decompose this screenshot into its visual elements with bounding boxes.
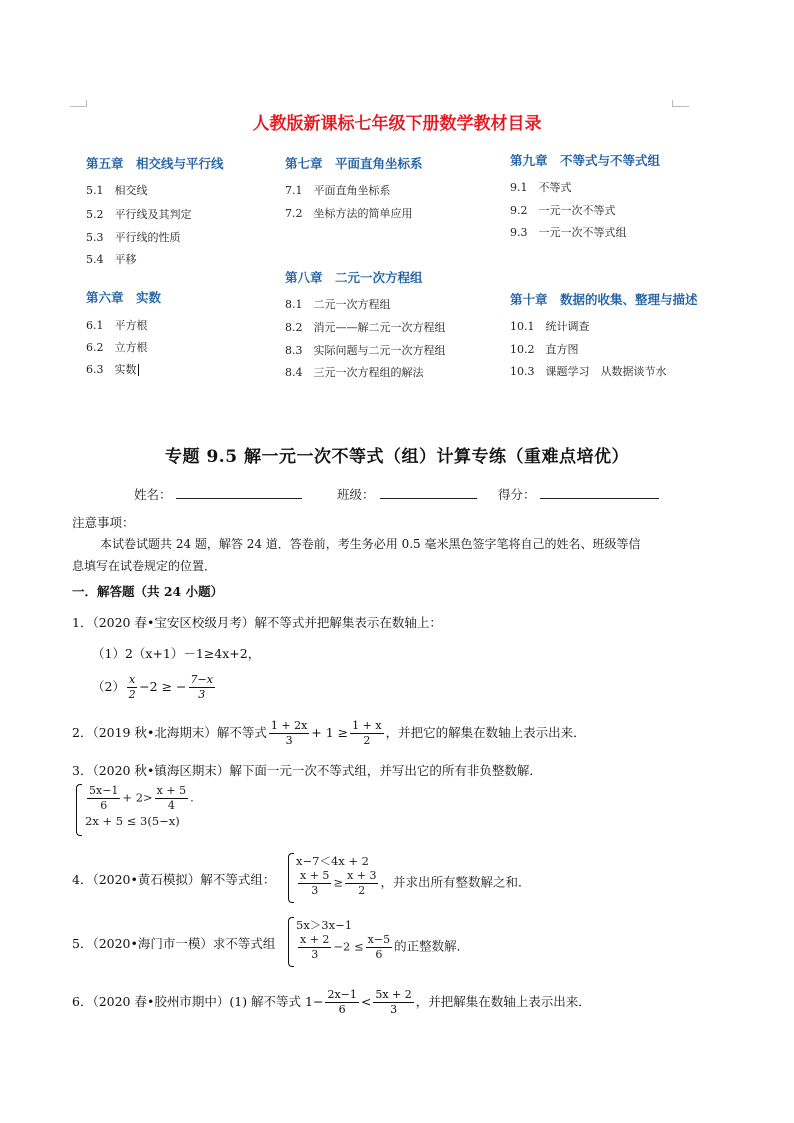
chapter-heading: 第五章 相交线与平行线: [86, 156, 224, 171]
class-field[interactable]: [380, 498, 477, 499]
question-3: 3．（2020 秋•镇海区期末）解下面一元一次不等式组，并写出它的所有非负整数解．: [72, 763, 542, 778]
question-4-system: x−7＜4x + 2 $\frac{x + 5}{3}$ ≥ $\frac{x + 3}{2}$ ，并求出所有整数解之和．: [288, 853, 531, 903]
section-item: 10.2 直方图: [510, 343, 579, 356]
section-item: 6.1 平方根: [86, 319, 148, 332]
name-field[interactable]: [176, 498, 302, 499]
section-item: 6.3 实数: [86, 363, 137, 376]
section-item: 10.1 统计调查: [510, 320, 590, 333]
chapter-heading: 第七章 平面直角坐标系: [285, 156, 423, 171]
notice-heading: 注意事项：: [72, 515, 135, 530]
brace-icon: [76, 784, 82, 836]
brace-icon: [288, 853, 294, 903]
question-5-lead: 5．（2020•海门市一模）求不等式组: [72, 936, 276, 951]
section-item: 10.3 课题学习 从数据谈节水: [510, 365, 667, 378]
section-item: 5.2 平行线及其判定: [86, 208, 192, 221]
section-heading: 一．解答题（共 24 小题）: [72, 584, 224, 599]
section-item: 9.1 不等式: [510, 181, 572, 194]
section-item: 8.2 消元——解二元一次方程组: [285, 321, 446, 334]
question-5-system: 5x＞3x−1 $\frac{x + 2}{3}$ −2 ≤ $\frac{x-5}{6}$ 的正整数解．: [288, 917, 469, 967]
section-item: 7.1 平面直角坐标系: [285, 184, 391, 197]
chapter-heading: 第六章 实数: [86, 290, 162, 305]
notice-text: 息填写在试卷规定的位置．: [72, 559, 217, 573]
question-1-part-2: （2） $\frac{x}{2}$ −2 ≥ − $\frac{7-x}{3}$: [92, 673, 213, 701]
chapter-heading: 第九章 不等式与不等式组: [510, 153, 661, 168]
question-3-system: $\frac{5x-1}{6}$ + 2> $\frac{x + 5}{4}$ . 2x + 5 ≤ 3(5−x): [76, 784, 194, 836]
section-item: 8.3 实际问题与二元一次方程组: [285, 344, 446, 357]
chapter-heading: 第十章 数据的收集、整理与描述: [510, 292, 698, 307]
section-item: 9.3 一元一次不等式组: [510, 226, 627, 239]
question-1: 1．（2020 春•宝安区校级月考）解不等式并把解集表示在数轴上：: [72, 615, 442, 630]
section-item: 5.4 平移: [86, 253, 137, 266]
chapter-heading: 第八章 二元一次方程组: [285, 270, 423, 285]
brace-icon: [288, 917, 294, 967]
toc-title: 人教版新课标七年级下册数学教材目录: [252, 114, 542, 134]
topic-title: 专题 9.5 解一元一次不等式（组）计算专练（重难点培优）: [165, 447, 629, 467]
name-label: 姓名：: [134, 487, 172, 502]
section-item: 8.1 二元一次方程组: [285, 298, 391, 311]
section-item: 7.2 坐标方法的简单应用: [285, 207, 413, 220]
section-item: 5.3 平行线的性质: [86, 231, 181, 244]
section-item: 6.2 立方根: [86, 341, 148, 354]
section-item: 5.1 相交线: [86, 184, 148, 197]
notice-text: 本试卷试题共 24 题，解答 24 道．答卷前，考生务必用 0.5 毫米黑色签字笔将自己的姓名、班级等信: [100, 537, 641, 551]
section-item: 8.4 三元一次方程组的解法: [285, 366, 424, 379]
section-item: 9.2 一元一次不等式: [510, 204, 616, 217]
question-2: 2．（2019 秋•北海期末）解不等式 $\frac{1 + 2x}{3}$ + 1 ≥ $\frac{1 + x}{2}$ ，并把它的解集在数轴上表示出来．: [72, 719, 586, 747]
question-6: 6．（2020 春•胶州市期中）(1) 解不等式 1− $\frac{2x-1}{6}$ < $\frac{5x + 2}{3}$ ，并把解集在数轴上表示出来．: [72, 988, 591, 1016]
header-corner-mark-left: [70, 100, 87, 107]
score-field[interactable]: [540, 498, 659, 499]
score-label: 得分：: [498, 487, 536, 502]
text-cursor: [138, 364, 139, 376]
question-4-lead: 4．（2020•黄石模拟）解不等式组：: [72, 872, 276, 887]
question-1-part-1: （1）2（x+1）－1≥4x+2，: [92, 646, 261, 661]
header-corner-mark-right: [672, 100, 689, 107]
class-label: 班级：: [337, 487, 375, 502]
